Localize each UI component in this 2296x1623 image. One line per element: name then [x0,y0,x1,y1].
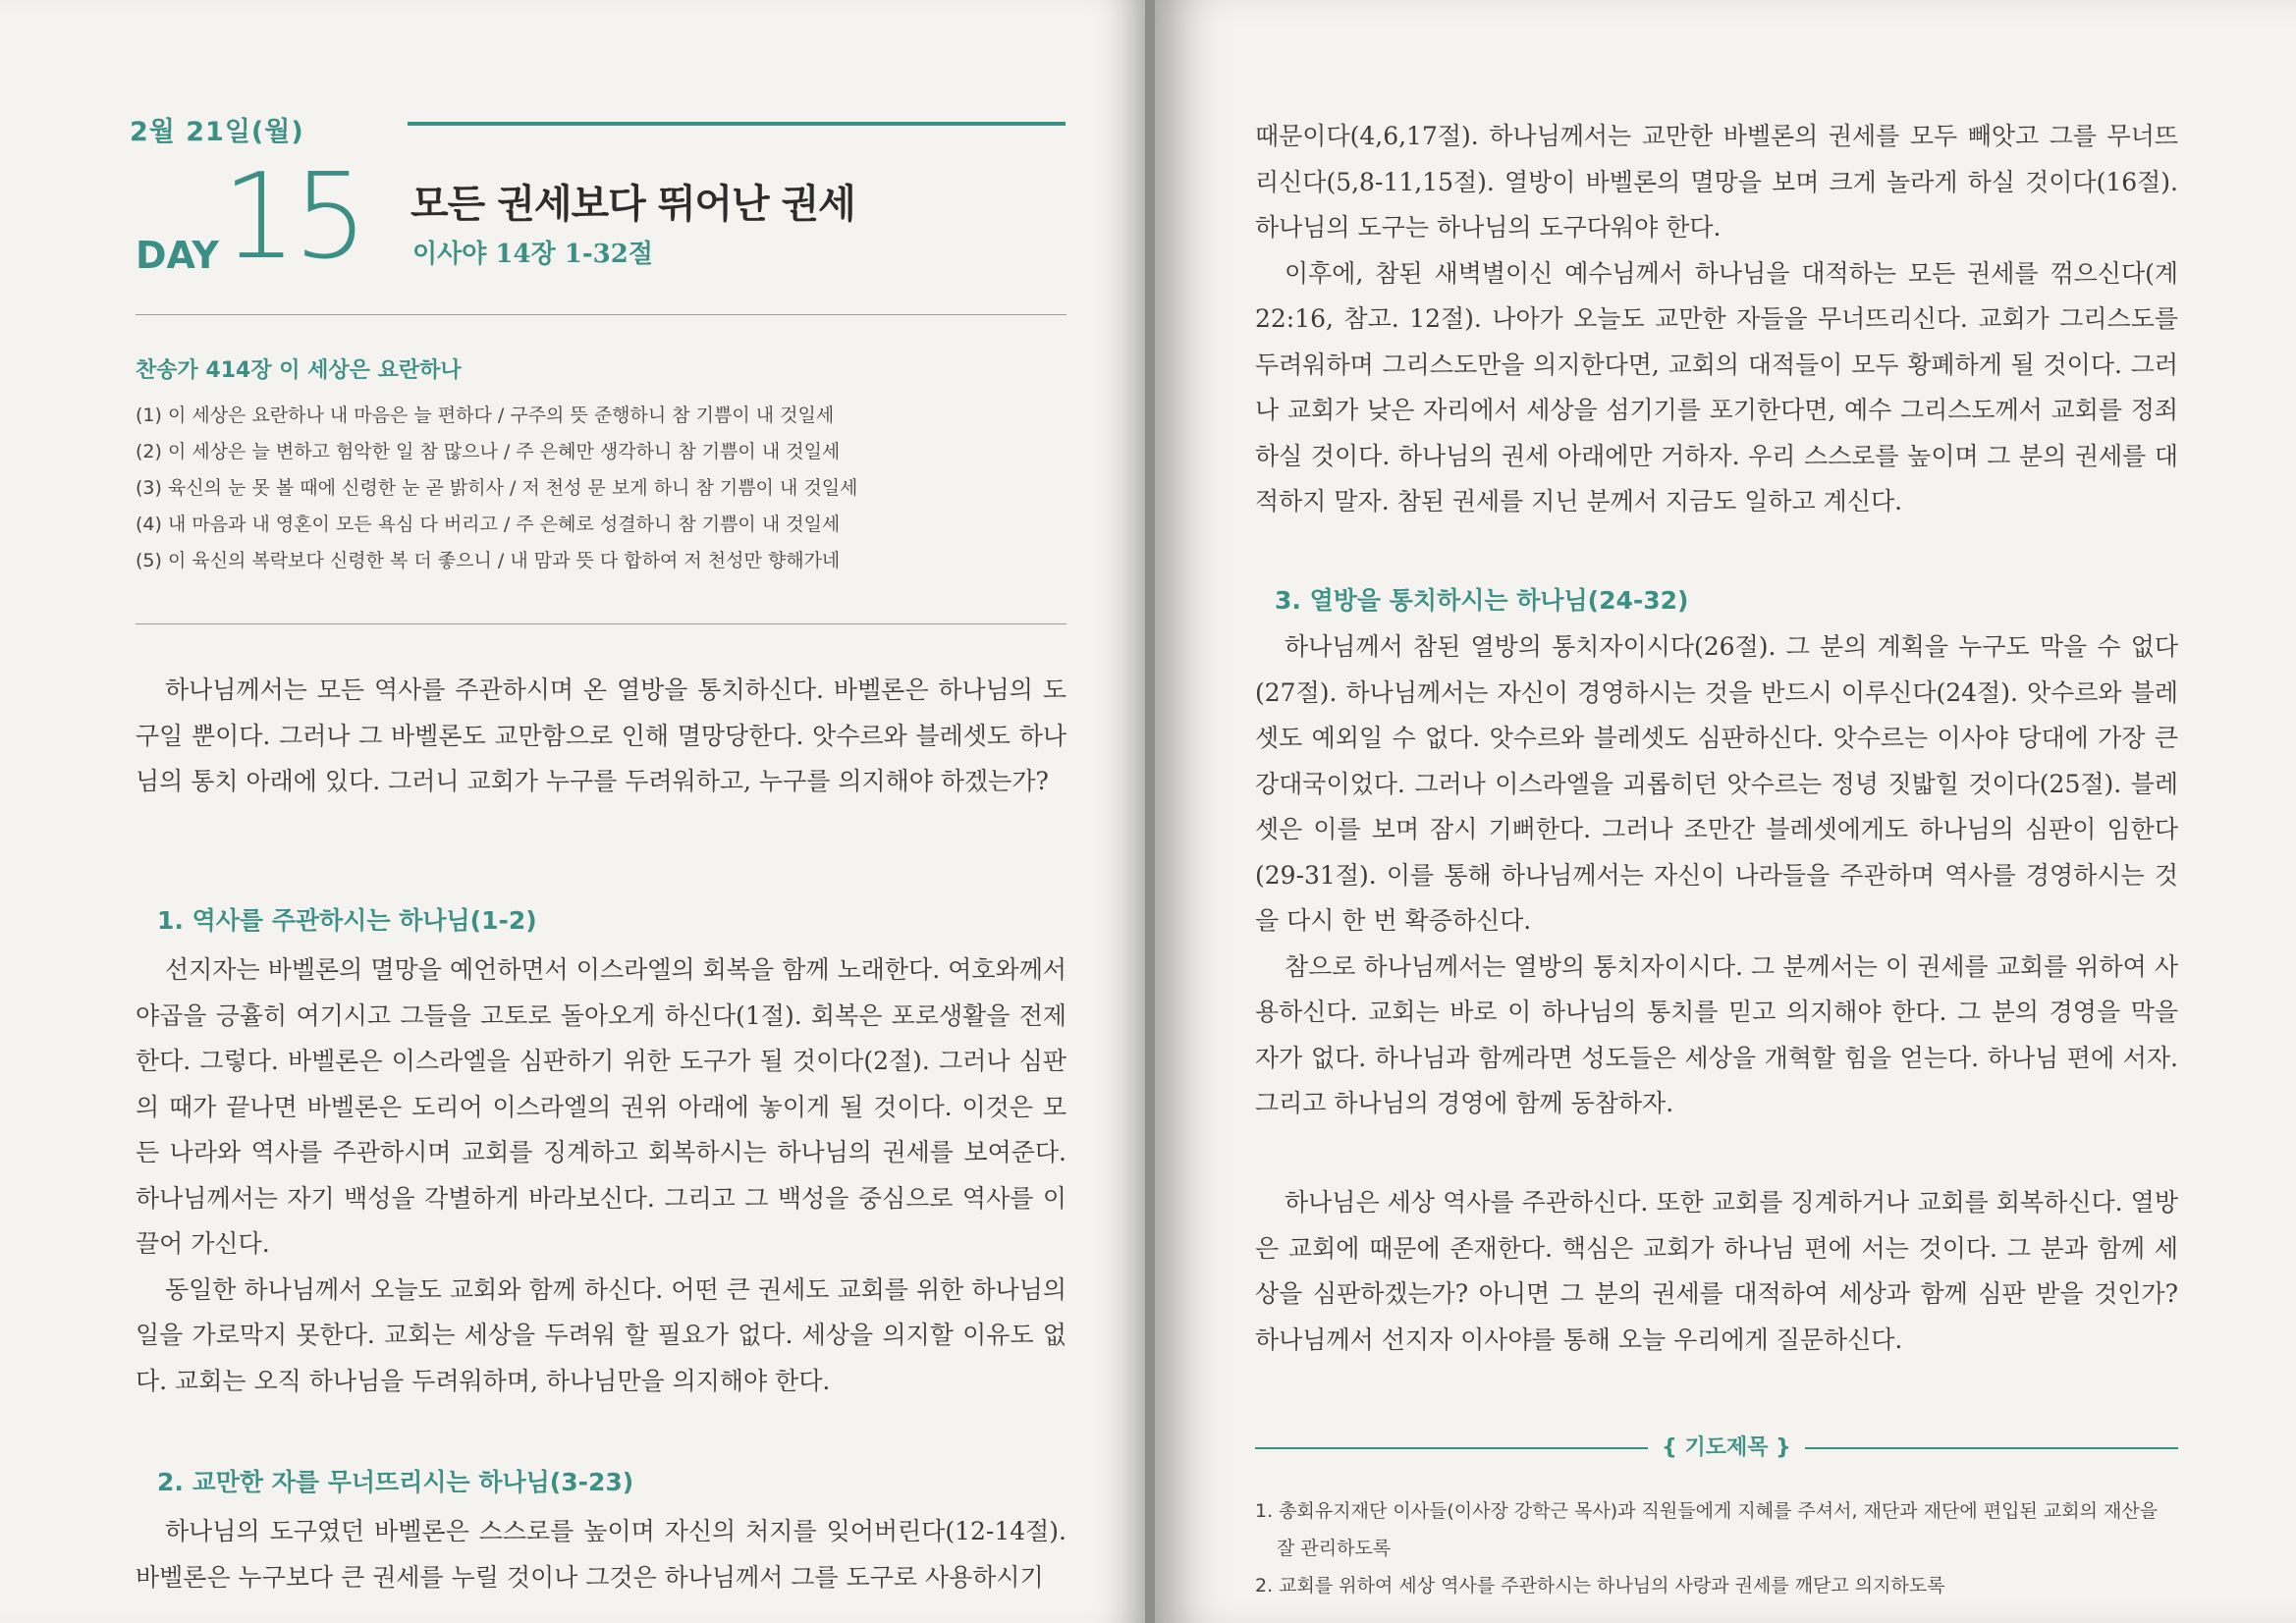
body-paragraph: 하나님께서 참된 열방의 통치자이시다(26절). 그 분의 계획을 누구도 막을 수 없다(27절). 하나님께서는 자신이 경영하시는 것을 반드시 이루신다(24절). 앗수르와 블레셋도 예외일 수 없다. 앗수르와 블레셋도 심판하신다. 앗수르는 이사야 당대에 가장 큰 강대국이었다. 그러나 이스라엘을 괴롭히던 앗수르는 정녕 짓밟힐 것이다(25절). 블레셋은 이를 보며 잠시 기뻐한다. 그러나 조만간 블레셋에게도 하나님의 심판이 임한다(29-31절). 이를 통해 하나님께서는 자신이 나라들을 주관하며 역사를 경영하시는 것을 다시 한 번 확증하신다. [1255,632,2178,935]
day-number: 15 [222,149,364,286]
right-body-top [1255,114,2178,525]
body-paragraph: 이후에, 참된 새벽별이신 예수님께서 하나님을 대적하는 모든 권세를 꺾으신다(계 22:16, 참고. 12절). 나아가 오늘도 교만한 자들을 무너뜨리신다. 교회가 그리스도를 두려워하며 그리스도만을 의지한다면, 교회의 대적들이 모두 황폐하게 될 것이다. 그러나 교회가 낮은 자리에서 세상을 섬기기를 포기한다면, 예수 그리스도께서 교회를 정죄하실 것이다. 하나님의 권세 아래에만 거하자. 우리 스스로를 높이며 그 분의 권세를 대적하지 말자. 참된 권세를 지닌 분께서 지금도 일하고 계신다. [1255,258,2178,515]
hymn-verse: (5) 이 육신의 복락보다 신령한 복 더 좋으니 / 내 맘과 뜻 다 합하여 저 천성만 향해가네 [136,550,841,571]
prayer-title-text: 기도제목 [1684,1435,1769,1460]
date-label: 2월 21일(월) [130,117,304,147]
section-1-body [136,947,1066,1404]
prayer-rule-right [1805,1447,2178,1449]
prayer-title [1658,1431,1795,1461]
prayer-item: 1. 총회유지재단 이사들(이사장 강학근 목사)과 직원들에게 지혜를 주셔서, 재단과 재단에 편입된 교회의 재산을 잘 관리하도록 [1255,1500,2159,1559]
body-paragraph: 때문이다(4,6,17절). 하나님께서는 교만한 바벨론의 권세를 모두 빼앗고 그를 무너뜨리신다(5,8-11,15절). 열방이 바벨론의 멸망을 보며 크게 놀라게 하실 것이다(16절). 하나님의 도구는 하나님의 도구다워야 한다. [1255,122,2178,242]
hymn-verse: (2) 이 세상은 늘 변하고 험악한 일 참 많으나 / 주 은혜만 생각하니 참 기쁨이 내 것일세 [136,441,841,462]
section-heading: 2. 교만한 자를 무너뜨리시는 하나님(3-23) [157,1468,634,1496]
hymn-verse: (1) 이 세상은 요란하나 내 마음은 늘 편하다 / 구주의 뜻 준행하니 참 기쁨이 내 것일세 [136,405,835,426]
intro-paragraph: 하나님께서는 모든 역사를 주관하시며 온 열방을 통치하신다. 바벨론은 하나님의 도구일 뿐이다. 그러나 그 바벨론도 교만함으로 인해 멸망당한다. 앗수르와 블레셋도 하나님의 통치 아래에 있다. 그러니 교회가 누구를 두려워하고, 누구를 의지해야 하겠는가? [136,676,1066,795]
hymn-verse: (3) 육신의 눈 못 볼 때에 신령한 눈 곧 밝히사 / 저 천성 문 보게 하니 참 기쁨이 내 것일세 [136,477,858,499]
prayer-list [1255,1492,2178,1604]
intro-block [136,668,1066,805]
header-rule [408,122,1066,126]
prayer-header [1255,1429,2178,1468]
section-3-body [1255,624,2178,1127]
page-title: 모든 권세보다 뛰어난 권세 [410,182,855,227]
divider [136,314,1066,315]
body-paragraph: 선지자는 바벨론의 멸망을 예언하면서 이스라엘의 회복을 함께 노래한다. 여호와께서 야곱을 긍휼히 여기시고 그들을 고토로 돌아오게 하신다(1절). 회복은 포로생활을 전제한다. 그렇다. 바벨론은 이스라엘을 심판하기 위한 도구가 될 것이다(2절). 그러나 심판의 때가 끝나면 바벨론은 도리어 이스라엘의 권위 아래에 놓이게 될 것이다. 이것은 모든 나라와 역사를 주관하시며 교회를 징계하고 회복하시는 하나님의 권세를 보여준다. 하나님께서는 자기 백성을 각별하게 바라보신다. 그리고 그 백성을 중심으로 역사를 이끌어 가신다. [136,955,1066,1258]
section-2-body [136,1509,1066,1600]
left-page [0,0,1145,1623]
section-1-heading-block [157,901,1066,937]
body-paragraph: 동일한 하나님께서 오늘도 교회와 함께 하신다. 어떤 큰 권세도 교회를 위한 하나님의 일을 가로막지 못한다. 교회는 세상을 두려워 할 필요가 없다. 세상을 의지할 이유도 없다. 교회는 오직 하나님을 두려워하며, 하나님만을 의지해야 한다. [136,1274,1066,1395]
conclusion-block [1255,1180,2178,1363]
scripture-reference: 이사야 14장 1-32절 [412,240,653,269]
prayer-item: 2. 교회를 위하여 세상 역사를 주관하시는 하나님의 사랑과 권세를 깨닫고 의지하도록 [1255,1575,1945,1596]
day-label: DAY [136,234,219,277]
divider [136,623,1066,624]
hymn-verse: (4) 내 마음과 내 영혼이 모든 욕심 다 버리고 / 주 은혜로 성결하니 참 기쁨이 내 것일세 [136,514,841,535]
body-paragraph: 하나님의 도구였던 바벨론은 스스로를 높이며 자신의 처지를 잊어버린다(12-14절). 바벨론은 누구보다 큰 권세를 누릴 것이나 그것은 하나님께서 그를 도구로 사용하시기 [136,1517,1066,1592]
section-heading: 3. 열방을 통치하시는 하나님(24-32) [1275,586,1689,615]
body-paragraph: 참으로 하나님께서는 열방의 통치자이시다. 그 분께서는 이 권세를 교회를 위하여 사용하신다. 교회는 바로 이 하나님의 통치를 믿고 의지해야 한다. 그 분의 경영을 막을 자가 없다. 하나님과 함께라면 성도들은 세상을 개혁할 힘을 얻는다. 하나님 편에 서자. 그리고 하나님의 경영에 함께 동참하자. [1255,951,2178,1117]
section-3-heading-block [1275,581,2178,617]
bracket-open: { [1662,1435,1685,1460]
conclusion-paragraph: 하나님은 세상 역사를 주관하신다. 또한 교회를 징계하거나 교회를 회복하신다. 열방은 교회에 때문에 존재한다. 핵심은 교회가 하나님 편에 서는 것이다. 그 분과 함께 세상을 심판하겠는가? 아니면 그 분의 권세를 대적하여 세상과 함께 심판 받을 것인가? 하나님께서 선지자 이사야를 통해 오늘 우리에게 질문하신다. [1255,1188,2178,1354]
book-gutter [1145,0,1155,1623]
section-2-heading-block [157,1463,1066,1498]
bracket-close: } [1768,1435,1791,1460]
hymn-section [136,353,1078,579]
right-page [1155,0,2296,1623]
hymn-title: 찬송가 414장 이 세상은 요란하나 [136,358,462,383]
section-heading: 1. 역사를 주관하시는 하나님(1-2) [157,906,537,935]
prayer-rule-left [1255,1447,1648,1449]
